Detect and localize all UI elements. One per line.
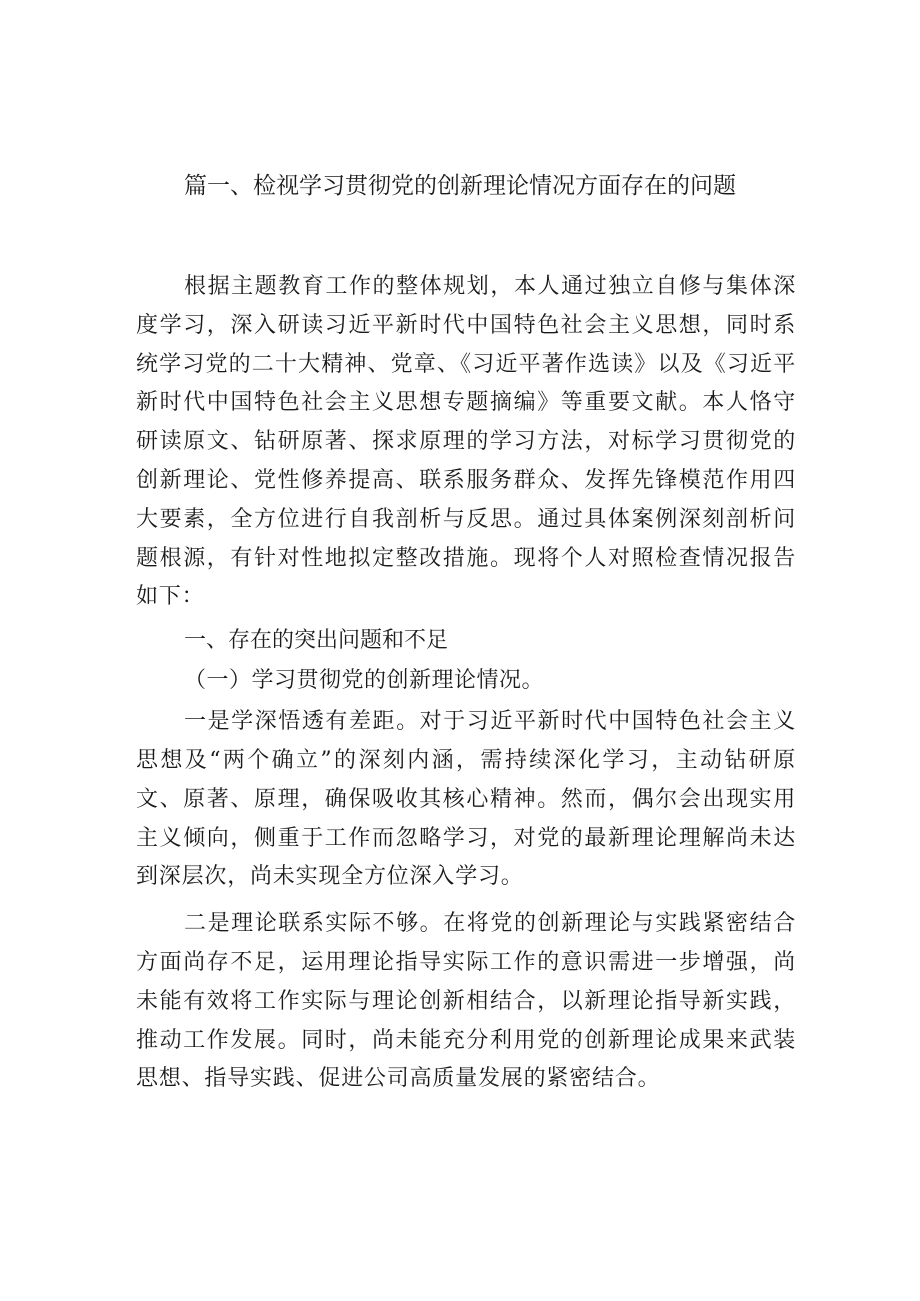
document-body [136,268,796,1099]
section-heading: 一、存在的突出问题和不足 [184,628,449,654]
document-title: 篇一、检视学习贯彻党的创新理论情况方面存在的问题 [184,173,736,199]
intro-paragraph: 根据主题教育工作的整体规划，本人通过独立自修与集体深度学习，深入研读习近平新时代中国特色社会主义思想，同时系统学习党的二十大精神、党章、《习近平著作选读》以及《习近平新时代中国特色社会主义思想专题摘编》等重要文献。本人恪守研读原文、钻研原著、探求原理的学习方法，对标学习贯彻党的创新理论、党性修养提高、联系服务群众、发挥先锋模范作用四大要素，全方位进行自我剖析与反思。通过具体案例深刻剖析问题根源，有针对性地拟定整改措施。现将个人对照检查情况报告如下： [136,274,796,610]
paragraph-gap [136,897,796,905]
body-paragraph: 一是学深悟透有差距。对于习近平新时代中国特色社会主义思想及“两个确立”的深刻内涵，需持续深化学习，主动钻研原文、原著、原理，确保吸收其核心精神。然而，偶尔会出现实用主义倾向，侧重于工作而忽略学习，对党的最新理论理解尚未达到深层次，尚未实现全方位深入学习。 [136,709,796,890]
body-paragraph: 二是理论联系实际不够。在将党的创新理论与实践紧密结合方面尚存不足，运用理论指导实际工作的意识需进一步增强，尚未能有效将工作实际与理论创新相结合，以新理论指导新实践，推动工作发展。同时，尚未能充分利用党的创新理论成果来武装思想、指导实践、促进公司高质量发展的紧密结合。 [136,911,796,1092]
subsection-heading: （一）学习贯彻党的创新理论情况。 [184,668,545,694]
